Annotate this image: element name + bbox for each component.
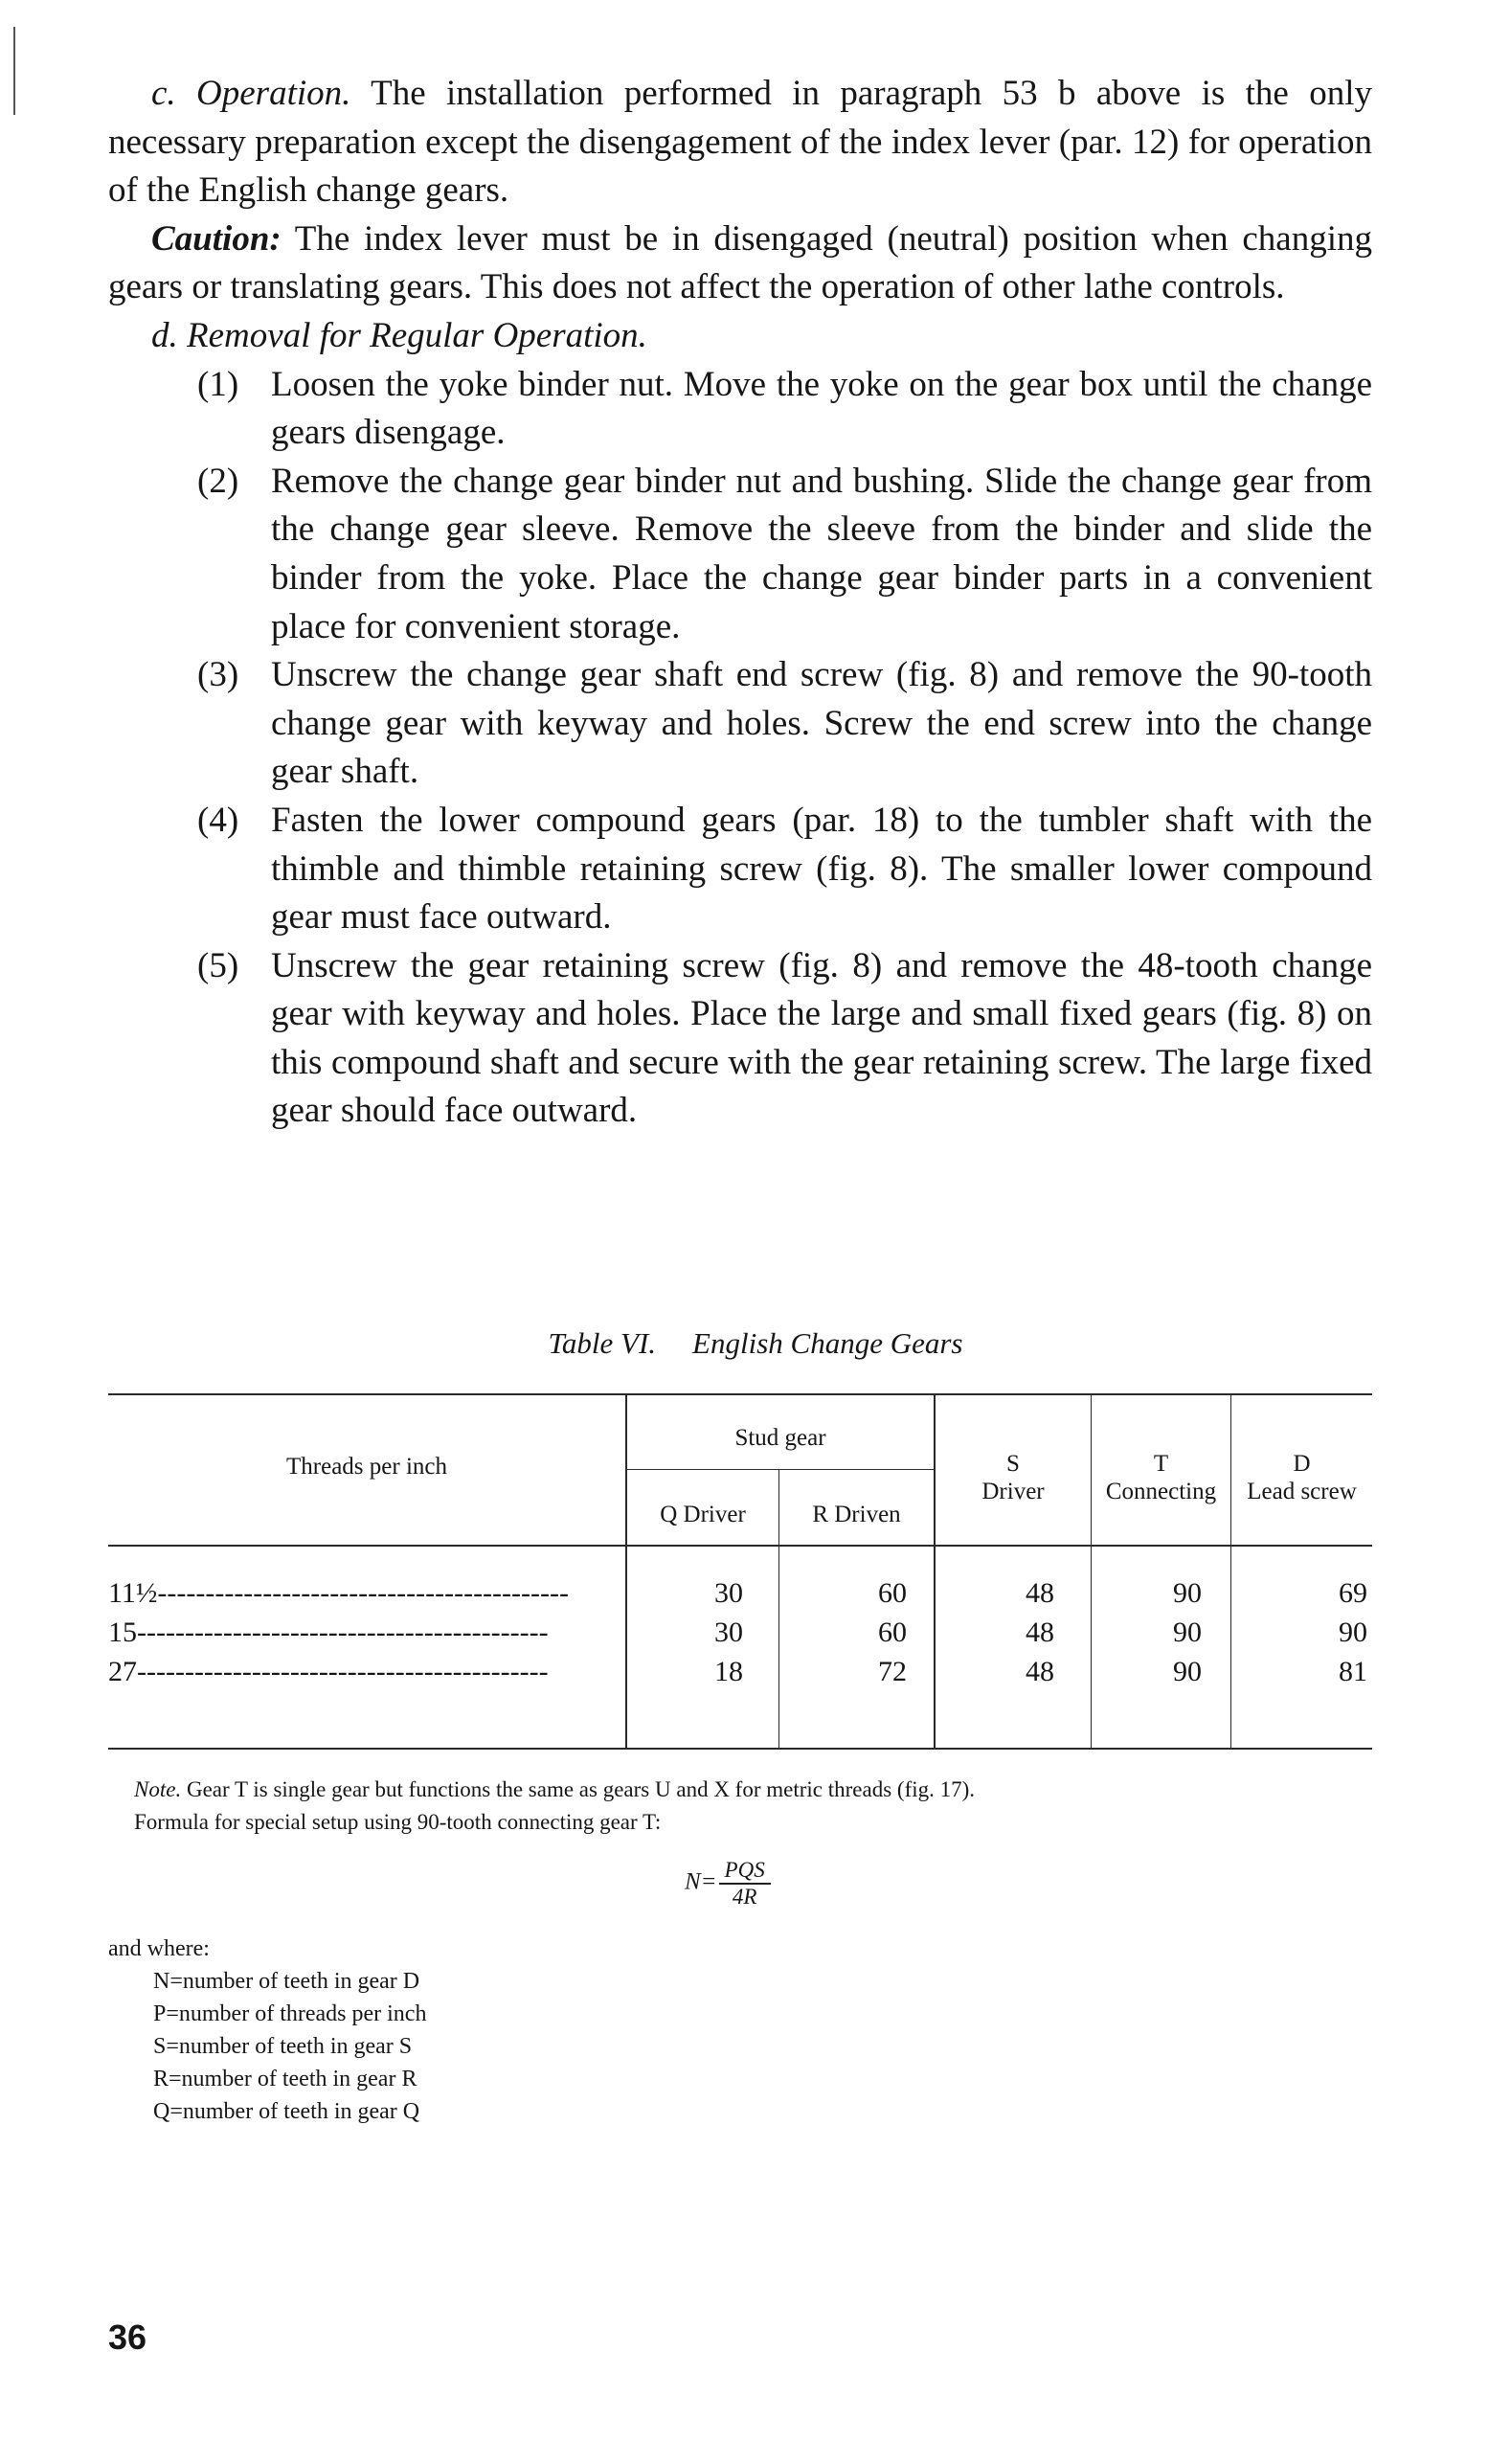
- cell-q: 30: [714, 1616, 743, 1648]
- header-t-connecting: [1092, 1450, 1230, 1505]
- cell-s: 48: [1026, 1577, 1054, 1609]
- step-number: (3): [197, 655, 239, 695]
- paragraph-c-text: The installation performed in paragraph 53 b above is the only necessary preparation except the disengagement of the index lever (par. 12) for operation of the English change gears.: [108, 74, 1372, 211]
- step-number: (4): [197, 800, 239, 840]
- header-s-label: Driver: [981, 1479, 1045, 1504]
- header-d-letter: D: [1293, 1451, 1311, 1477]
- cell-t: 90: [1173, 1616, 1202, 1648]
- cell-r: 72: [878, 1656, 907, 1687]
- column-divider: [1091, 1393, 1092, 1748]
- table-header-rule: [108, 1545, 1372, 1547]
- header-t-label: Connecting: [1105, 1479, 1217, 1504]
- definitions: [108, 1933, 426, 2128]
- formula-numerator: PQS: [719, 1858, 771, 1885]
- cell-q: 18: [714, 1656, 743, 1687]
- cell-t: 90: [1173, 1656, 1202, 1687]
- step-number: (1): [197, 364, 239, 404]
- cell-d: 81: [1339, 1656, 1367, 1687]
- header-d-label: Lead screw: [1247, 1479, 1357, 1504]
- column-divider: [1230, 1393, 1231, 1748]
- cell-t: 90: [1173, 1577, 1202, 1609]
- paragraph-c-label: c. Operation.: [151, 74, 351, 113]
- step-text: Unscrew the change gear shaft end screw (fig. 8) and remove the 90-tooth change gear with keyway and holes. Screw the end screw into the change gear shaft.: [271, 655, 1372, 792]
- row-threads: 11½-------------------------------------------: [108, 1577, 569, 1609]
- body-text: [108, 70, 1372, 1136]
- table-top-rule: [108, 1393, 1372, 1395]
- step-1: [108, 361, 1372, 458]
- step-text: Loosen the yoke binder nut. Move the yoke on the gear box until the change gears disengage.: [271, 364, 1372, 453]
- stud-gear-rule: [627, 1469, 934, 1470]
- row-threads: 27-------------------------------------------: [108, 1656, 549, 1687]
- cell-d: 90: [1339, 1616, 1367, 1648]
- cell-s: 48: [1026, 1656, 1054, 1687]
- step-number: (5): [197, 945, 239, 985]
- step-4: [108, 797, 1372, 942]
- definition: S=number of teeth in gear S: [153, 2034, 413, 2059]
- step-text: Fasten the lower compound gears (par. 18) to the tumbler shaft with the thimble and thimble retaining screw (fig. 8). The smaller lower compound gear must face outward.: [271, 800, 1372, 938]
- caution-paragraph: [108, 215, 1372, 312]
- header-r-driven: R Driven: [812, 1502, 901, 1527]
- header-d-lead-screw: [1231, 1450, 1372, 1505]
- formula: [685, 1858, 771, 1910]
- step-text: Remove the change gear binder nut and bushing. Slide the change gear from the change gear sleeve. Remove the sleeve from the binder and slide the binder from the yoke. Place the change gear binder parts in a convenient place for convenient storage.: [271, 461, 1372, 646]
- step-text: Unscrew the gear retaining screw (fig. 8) and remove the 48-tooth change gear with keyway and holes. Place the large and small fixed gears (fig. 8) on this compound shaft and secure with the gear retaining screw. The large fixed gear should face outward.: [271, 945, 1372, 1131]
- cell-q: 30: [714, 1577, 743, 1609]
- header-threads-per-inch: Threads per inch: [286, 1454, 447, 1480]
- cell-r: 60: [878, 1616, 907, 1648]
- formula-lhs: N=: [685, 1868, 717, 1895]
- definition: P=number of threads per inch: [153, 2001, 427, 2026]
- column-divider: [934, 1393, 936, 1748]
- formula-fraction: [719, 1858, 771, 1910]
- caution-text: The index lever must be in disengaged (neutral) position when changing gears or translating gears. This does not affect the operation of other lathe controls.: [108, 218, 1372, 307]
- row-threads: 15-------------------------------------------: [108, 1616, 549, 1648]
- step-3: [108, 651, 1372, 797]
- cell-r: 60: [878, 1577, 907, 1609]
- page-number: 36: [108, 2317, 147, 2357]
- header-q-driver: Q Driver: [660, 1502, 746, 1527]
- header-s-letter: S: [1006, 1451, 1020, 1477]
- formula-intro: Formula for special setup using 90-tooth connecting gear T:: [134, 1810, 662, 1834]
- table-title: [0, 1326, 1511, 1361]
- table-note: [134, 1774, 1283, 1839]
- header-t-letter: T: [1153, 1451, 1169, 1477]
- paragraph-c: [108, 70, 1372, 215]
- note-label: Note.: [134, 1777, 182, 1801]
- step-2: [108, 458, 1372, 651]
- cell-d: 69: [1339, 1577, 1367, 1609]
- formula-denominator: 4R: [732, 1885, 757, 1909]
- note-text: Gear T is single gear but functions the same as gears U and X for metric threads (fig. 17).: [186, 1777, 976, 1801]
- step-5: [108, 942, 1372, 1136]
- definition: N=number of teeth in gear D: [153, 1969, 420, 1994]
- cell-s: 48: [1026, 1616, 1054, 1648]
- paragraph-d-heading: d. Removal for Regular Operation.: [151, 315, 647, 355]
- table-number: Table VI.: [548, 1326, 657, 1360]
- header-s-driver: [936, 1450, 1091, 1505]
- table-bottom-rule: [108, 1748, 1372, 1750]
- caution-label: Caution:: [151, 218, 282, 259]
- step-number: (2): [197, 461, 239, 501]
- definition: R=number of teeth in gear R: [153, 2067, 417, 2091]
- where-label: and where:: [108, 1936, 210, 1961]
- header-stud-gear: Stud gear: [734, 1425, 826, 1451]
- definition: Q=number of teeth in gear Q: [153, 2099, 420, 2124]
- margin-line: [13, 27, 15, 115]
- change-gears-table: [108, 1393, 1372, 1750]
- table-name: English Change Gears: [692, 1326, 963, 1360]
